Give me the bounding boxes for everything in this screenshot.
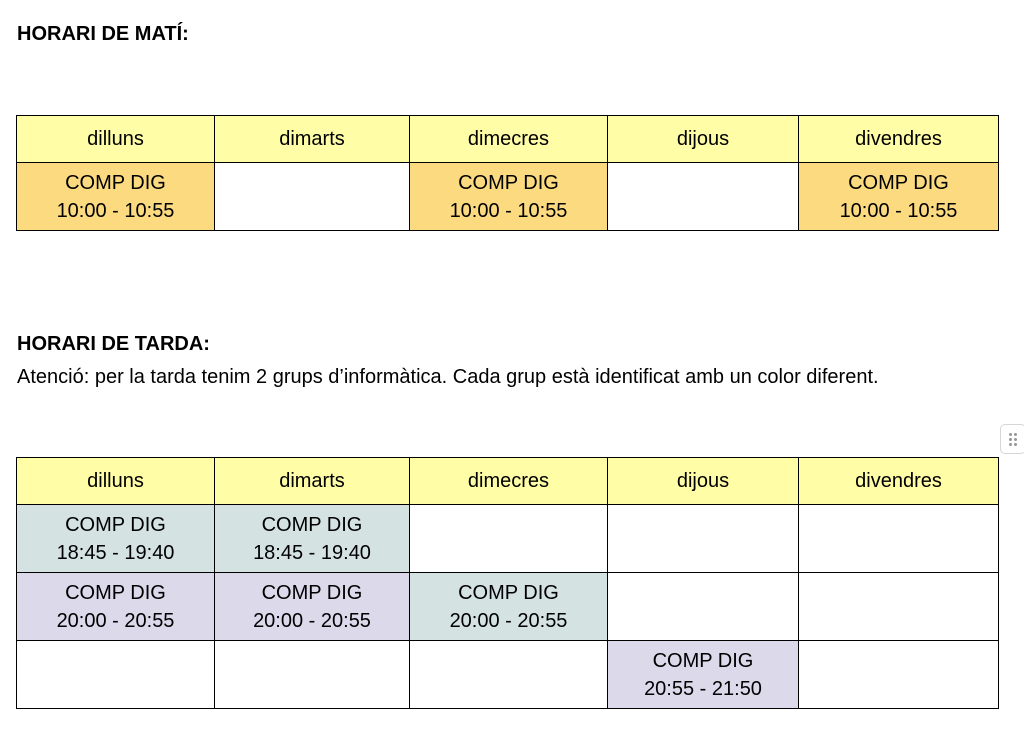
class-slot <box>608 641 799 709</box>
day-header: dijous <box>608 116 799 163</box>
slot-subject: COMP DIG <box>65 171 166 194</box>
class-slot <box>17 505 215 573</box>
empty-slot <box>608 573 799 641</box>
empty-slot <box>608 163 799 231</box>
afternoon-schedule-table <box>16 457 999 709</box>
morning-schedule-table <box>16 115 999 231</box>
day-header: dimecres <box>410 458 608 505</box>
slot-subject: COMP DIG <box>261 581 363 604</box>
empty-slot <box>799 641 999 709</box>
day-header: divendres <box>799 458 999 505</box>
slot-time: 20:00 - 20:55 <box>449 609 568 632</box>
day-header: dilluns <box>17 458 215 505</box>
day-header: dilluns <box>17 116 215 163</box>
class-slot <box>17 163 215 231</box>
empty-slot <box>215 641 410 709</box>
table-row <box>17 505 999 573</box>
slot-time: 10:00 - 10:55 <box>449 199 568 222</box>
slot-subject: COMP DIG <box>65 581 166 604</box>
class-slot <box>215 505 410 573</box>
table-row <box>17 163 999 231</box>
slot-time: 10:00 - 10:55 <box>56 199 175 222</box>
slot-subject: COMP DIG <box>848 171 949 194</box>
empty-slot <box>799 505 999 573</box>
table-row <box>17 573 999 641</box>
class-slot <box>410 573 608 641</box>
slot-time: 20:00 - 20:55 <box>56 609 175 632</box>
afternoon-note: Atenció: per la tarda tenim 2 grups d’informàtica. Cada grup està identificat amb un color diferent. <box>17 366 879 388</box>
empty-slot <box>608 505 799 573</box>
header-row <box>17 116 999 163</box>
slot-time: 20:55 - 21:50 <box>644 677 762 700</box>
slot-subject: COMP DIG <box>458 581 559 604</box>
empty-slot <box>410 641 608 709</box>
table-row <box>17 641 999 709</box>
slot-time: 18:45 - 19:40 <box>56 541 175 564</box>
slot-subject: COMP DIG <box>65 513 166 536</box>
slot-subject: COMP DIG <box>261 513 363 536</box>
afternoon-heading: HORARI DE TARDA: <box>17 333 210 355</box>
slot-subject: COMP DIG <box>652 649 754 672</box>
slot-time: 20:00 - 20:55 <box>253 609 371 632</box>
slot-subject: COMP DIG <box>458 171 559 194</box>
empty-slot <box>410 505 608 573</box>
class-slot <box>410 163 608 231</box>
class-slot <box>215 573 410 641</box>
day-header: dimarts <box>215 458 410 505</box>
class-slot <box>799 163 999 231</box>
day-header: dimecres <box>410 116 608 163</box>
slot-time: 18:45 - 19:40 <box>253 541 371 564</box>
header-row <box>17 458 999 505</box>
day-header: divendres <box>799 116 999 163</box>
class-slot <box>17 573 215 641</box>
empty-slot <box>799 573 999 641</box>
empty-slot <box>17 641 215 709</box>
day-header: dimarts <box>215 116 410 163</box>
slot-time: 10:00 - 10:55 <box>839 199 958 222</box>
morning-heading: HORARI DE MATÍ: <box>17 23 189 45</box>
drag-handle-icon[interactable] <box>1000 424 1024 454</box>
day-header: dijous <box>608 458 799 505</box>
empty-slot <box>215 163 410 231</box>
